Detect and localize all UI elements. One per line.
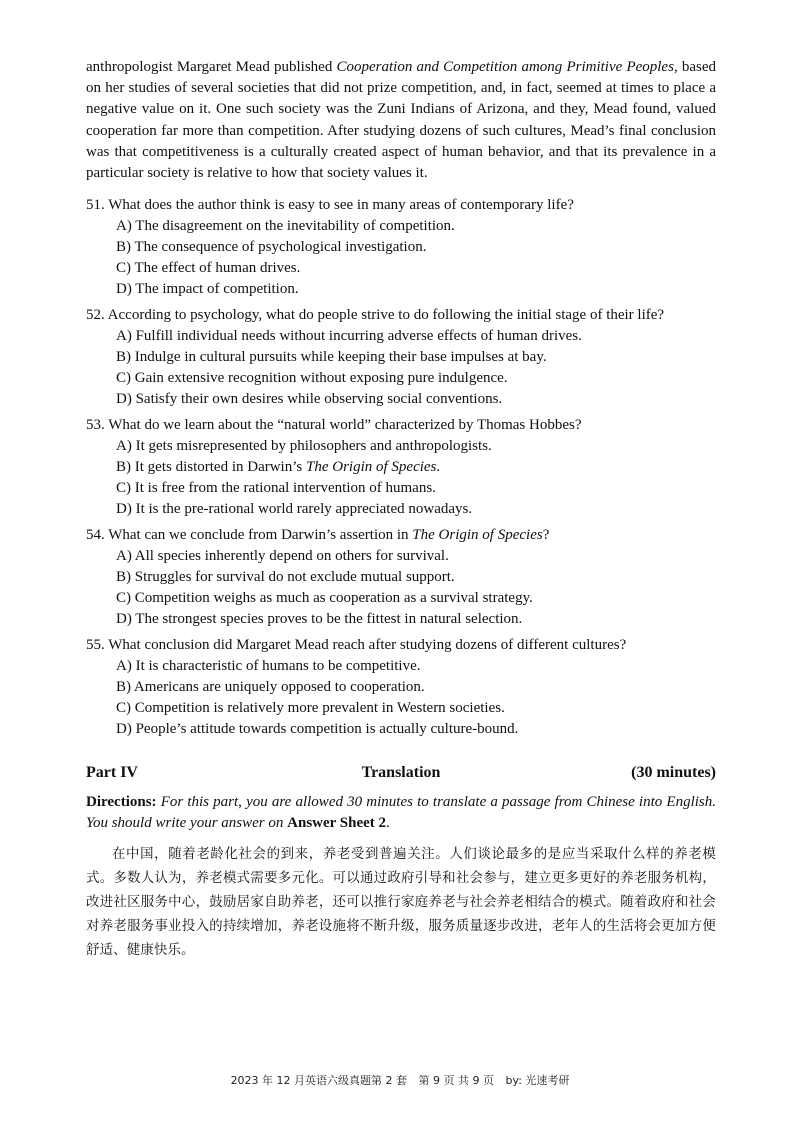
option-c: C) Competition is relatively more prevalent in Western societies. (116, 700, 505, 716)
directions-label: Directions: (86, 794, 157, 810)
answer-sheet-ref: Answer Sheet 2 (287, 815, 387, 831)
question-stem: 52. According to psychology, what do people strive to do following the initial stage of their life? (86, 307, 665, 323)
question-stem (86, 525, 726, 546)
passage-text: , based on her studies of several societies that did not prize competition, and, in fact, seemed at times to place a negative value on it. One such society was the Zuni Indians of Arizona, and they, Mead found, valued cooperation far more than competition. After studying dozens of such cultures, Mead’s final conclusion was that competitiveness is a culturally created aspect of human behavior, and that its prevalence in a particular society is relative to how that society values it. (86, 59, 717, 182)
book-title: Cooperation and Competition among Primitive Peoples (336, 59, 674, 75)
option-b: B) Struggles for survival do not exclude mutual support. (116, 569, 455, 585)
question-stem: 53. What do we learn about the “natural world” characterized by Thomas Hobbes? (86, 417, 582, 433)
directions-end: . (386, 815, 390, 831)
option-a: A) It gets misrepresented by philosophers and anthropologists. (116, 438, 492, 454)
option-c: C) Competition weighs as much as cooperation as a survival strategy. (116, 590, 533, 606)
part-number: Part IV (86, 764, 138, 781)
passage-paragraph (86, 57, 716, 184)
question-53 (86, 415, 726, 520)
option-text: B) It gets distorted in Darwin’s (116, 459, 306, 475)
book-title: The Origin of Species (305, 459, 437, 475)
part-time: (30 minutes) (631, 764, 716, 781)
option-text: . (436, 459, 441, 475)
question-list (86, 195, 726, 745)
option-d: D) The strongest species proves to be the fittest in natural selection. (116, 611, 523, 627)
footer-page: 第 9 页 共 9 页 (418, 1074, 495, 1087)
stem-text: 54. What can we conclude from Darwin’s assertion in (86, 527, 413, 543)
question-51 (86, 195, 726, 300)
part-title: Translation (361, 764, 441, 781)
option-b: B) Americans are uniquely opposed to cooperation. (116, 679, 425, 695)
option-d: D) It is the pre-rational world rarely appreciated nowadays. (116, 501, 473, 517)
stem-text: ? (542, 527, 550, 543)
option-c: C) It is free from the rational intervention of humans. (116, 480, 436, 496)
directions (86, 792, 716, 834)
footer-exam: 2023 年 12 月英语六级真题第 2 套 (230, 1074, 408, 1087)
page-footer (0, 1072, 800, 1088)
option-a: A) All species inherently depend on others for survival. (116, 548, 449, 564)
passage-text: anthropologist Margaret Mead published (86, 59, 337, 75)
option-c: C) Gain extensive recognition without exposing pure indulgence. (116, 370, 508, 386)
option-c: C) The effect of human drives. (116, 260, 301, 276)
question-stem: 51. What does the author think is easy to see in many areas of contemporary life? (86, 197, 574, 213)
directions-text: For this part, you are allowed 30 minutes to translate a passage from Chinese into English. You should write your answer on (86, 794, 716, 831)
part-header (86, 764, 716, 788)
book-title: The Origin of Species (412, 527, 543, 543)
footer-by: by: 光速考研 (505, 1074, 570, 1087)
question-stem: 55. What conclusion did Margaret Mead reach after studying dozens of different cultures? (86, 637, 627, 653)
question-55 (86, 635, 726, 740)
option-d: D) The impact of competition. (116, 281, 299, 297)
option-a: A) Fulfill individual needs without incurring adverse effects of human drives. (116, 328, 582, 344)
option-d: D) Satisfy their own desires while observing social conventions. (116, 391, 503, 407)
option-d: D) People’s attitude towards competition is actually culture-bound. (116, 721, 519, 737)
question-54 (86, 525, 726, 630)
option-a: A) It is characteristic of humans to be competitive. (116, 658, 421, 674)
translation-passage: 在中国，随着老龄化社会的到来，养老受到普遍关注。人们谈论最多的是应当采取什么样的养老模式。多数人认为，养老模式需要多元化。可以通过政府引导和社会参与，建立更多更好的养老服务机构，改进社区服务中心，鼓励居家自助养老，还可以推行家庭养老与社会养老相结合的模式。随着政府和社会对养老服务事业投入的持续增加，养老设施将不断升级，服务质量逐步改进，老年人的生活将会更加方便舒适、健康快乐。 (86, 847, 716, 958)
option-b: B) Indulge in cultural pursuits while keeping their base impulses at bay. (116, 349, 547, 365)
option-a: A) The disagreement on the inevitability of competition. (116, 218, 455, 234)
option-b: B) The consequence of psychological investigation. (116, 239, 427, 255)
question-52 (86, 305, 726, 410)
option-b (86, 457, 726, 478)
